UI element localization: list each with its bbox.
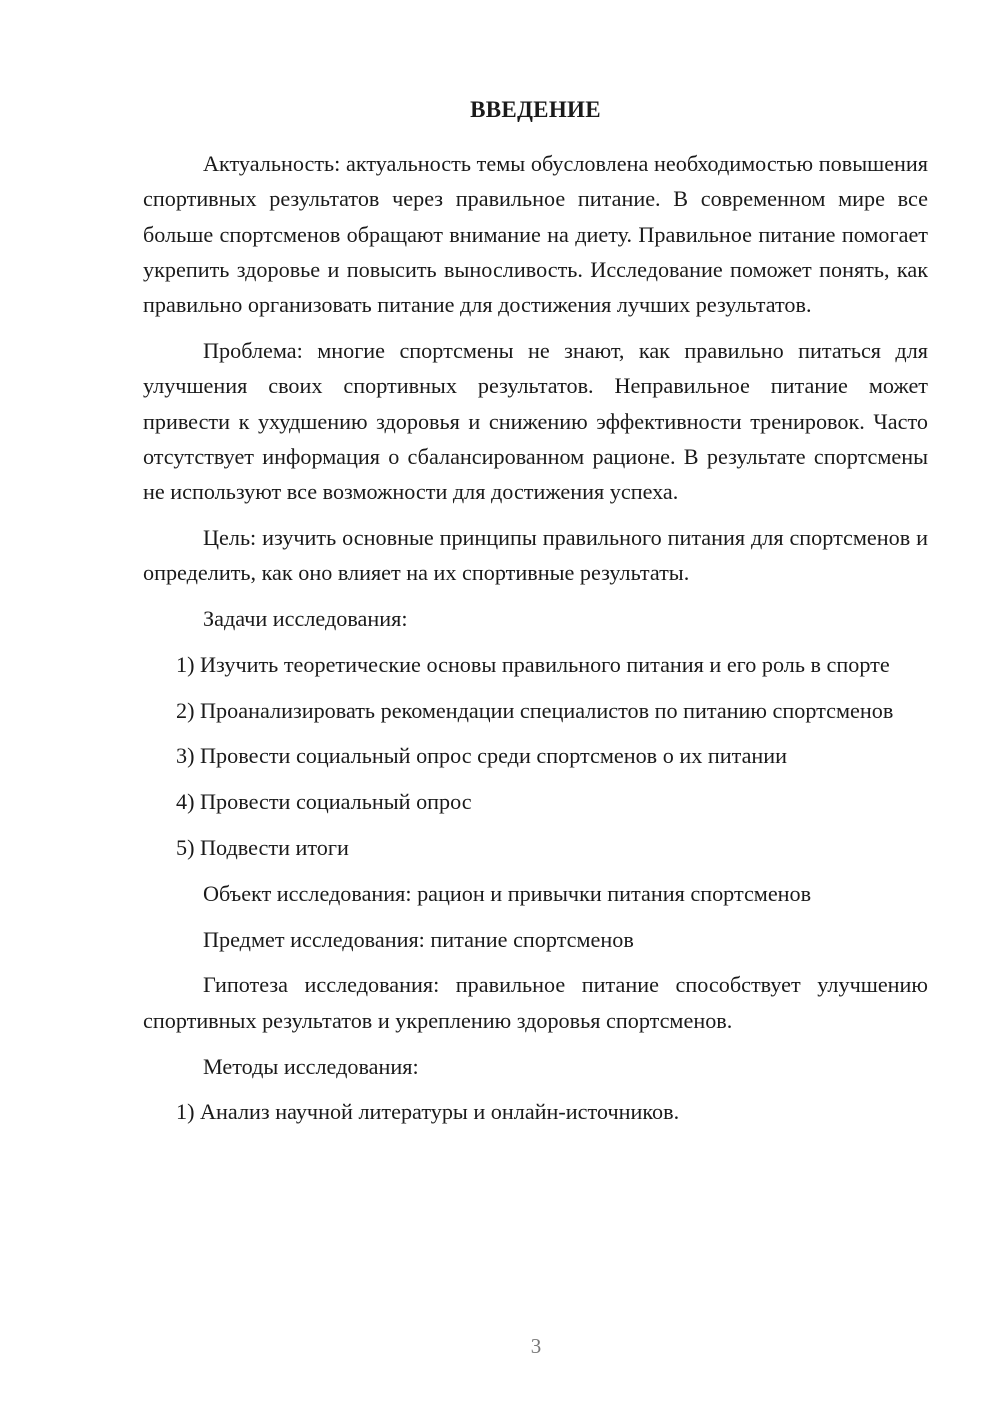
document-body (143, 92, 928, 1140)
page-title: ВВЕДЕНИЕ (470, 97, 601, 122)
task-item: 2) Проанализировать рекомендации специалистов по питанию спортсменов (176, 697, 894, 723)
subject-paragraph: Предмет исследования: питание спортсменов (203, 926, 634, 952)
method-item: 1) Анализ научной литературы и онлайн-источников. (176, 1099, 680, 1125)
relevance-paragraph: Актуальность: актуальность темы обусловлена необходимостью повышения спортивных результатов через правильное питание. В современном мире все больше спортсменов обращают внимание на диету. Правильное питание помогает укрепить здоровье и повысить выносливость. Исследование поможет понять, как правильно организовать питание для достижения лучших результатов. (143, 151, 928, 318)
problem-paragraph: Проблема: многие спортсмены не знают, как правильно питаться для улучшения своих спортивных результатов. Неправильное питание может привести к ухудшению здоровья и снижению эффективности тренировок. Часто отсутствует информация о сбалансированном рационе. В результате спортсмены не используют все возможности для достижения успеха. (143, 337, 928, 505)
methods-heading: Методы исследования: (203, 1053, 419, 1079)
task-item: 5) Подвести итоги (176, 835, 349, 861)
task-item: 1) Изучить теоретические основы правильного питания и его роль в спорте (176, 651, 890, 677)
task-item: 3) Провести социальный опрос среди спортсменов о их питании (176, 743, 788, 769)
tasks-heading: Задачи исследования: (203, 606, 408, 632)
object-paragraph: Объект исследования: рацион и привычки питания спортсменов (203, 880, 812, 906)
task-item: 4) Провести социальный опрос (176, 789, 472, 815)
goal-paragraph: Цель: изучить основные принципы правильного питания для спортсменов и определить, как оно влияет на их спортивные результаты. (143, 524, 928, 586)
hypothesis-paragraph: Гипотеза исследования: правильное питание способствует улучшению спортивных результатов и укреплению здоровья спортсменов. (143, 972, 928, 1033)
page-number: 3 (530, 1334, 542, 1358)
